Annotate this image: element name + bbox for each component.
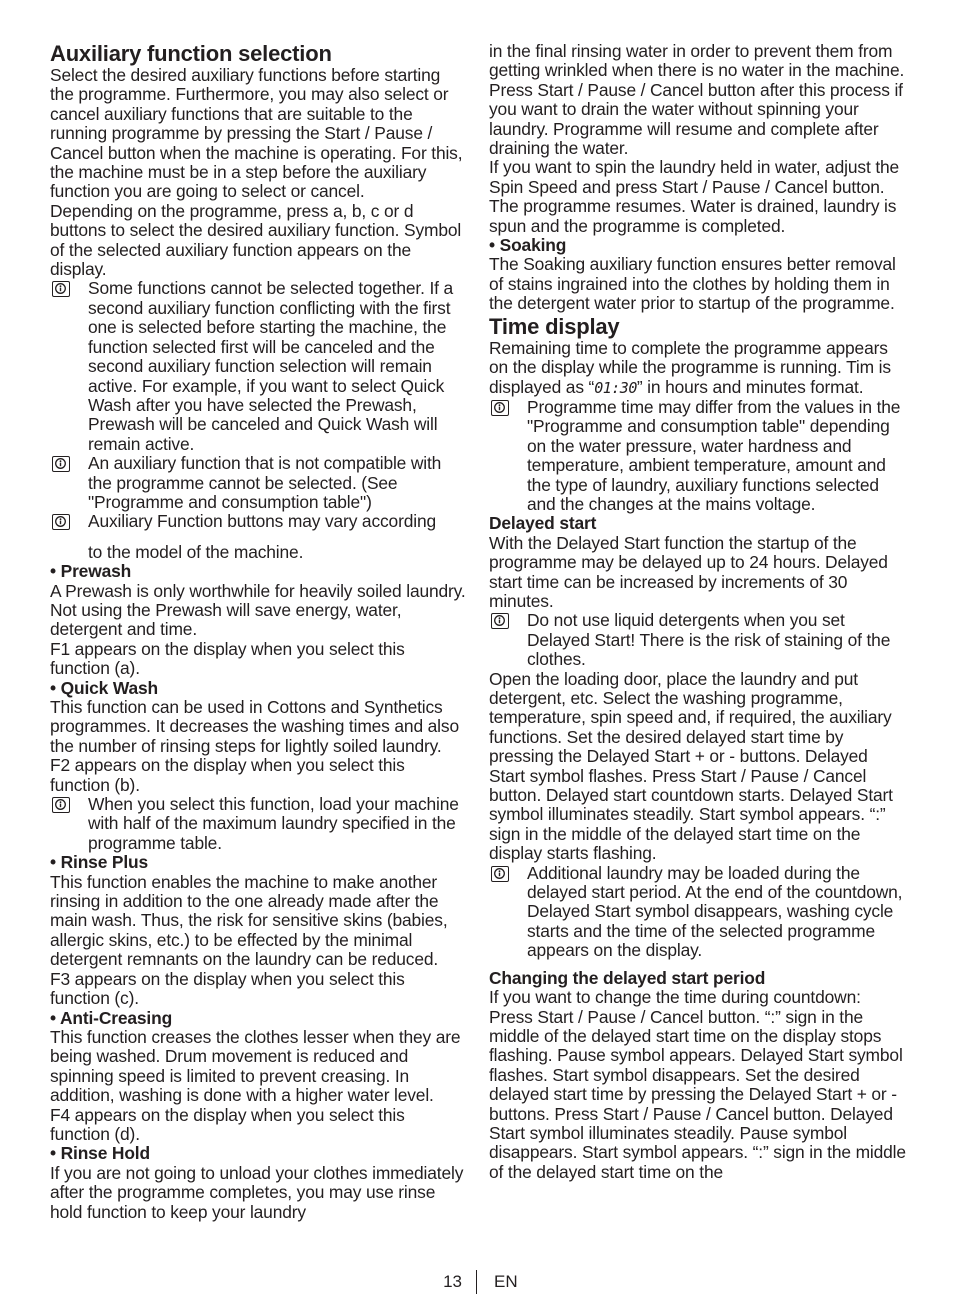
paragraph: Open the loading door, place the laundry and put detergent, etc. Select the washing programme, temperature, spin speed and, if required, the auxiliary functions. Set the desired delayed start time by pressing the Delayed Start + or - buttons. Delayed Start symbol flashes. Press Start / Pause / Cancel button. Delayed start countdown starts. Delayed Start symbol illuminates steadily. Start symbol appears. “:” sign in the middle of the delayed start time on the display starts flashing.	[489, 668, 893, 864]
note-text-continued: to the model of the machine.	[88, 541, 304, 562]
section-title-time-display: Time display	[489, 313, 620, 339]
note-block	[50, 795, 468, 853]
heading-prewash: • Prewash	[50, 561, 132, 582]
note-block	[50, 512, 468, 531]
paragraph: This function enables the machine to make another rinsing in addition to the one already made after the main wash. Thus, the risk for sensitive skins (babies, allergic skins, etc.) to be effected by the minimal detergent remnants on the laundry can be reduced.	[50, 871, 448, 970]
note-text: Programme time may differ from the values in the "Programme and consumption table" depending on the water pressure, water hardness and temperature, ambient temperature, amount and the type of laundry, auxiliary functions selected and the changes at the mains voltage.	[527, 396, 901, 514]
info-icon	[491, 400, 509, 416]
note-block	[50, 454, 468, 512]
paragraph: With the Delayed Start function the startup of the programme may be delayed up to 24 hours. Delayed start time can be increased by increments of 30 minutes.	[489, 532, 888, 611]
left-column	[50, 42, 468, 1222]
paragraph: This function can be used in Cottons and Synthetics programmes. It decreases the washing times and also the number of rinsing steps for lightly soiled laundry.	[50, 697, 459, 756]
paragraph: F4 appears on the display when you select this function (d).	[50, 1104, 405, 1144]
info-icon	[52, 281, 70, 297]
paragraph	[489, 339, 907, 398]
page-number: 13	[443, 1272, 462, 1291]
right-column	[489, 42, 907, 1182]
paragraph: F3 appears on the display when you select this function (c).	[50, 968, 405, 1009]
info-icon	[52, 797, 70, 813]
paragraph: If you want to spin the laundry held in water, adjust the Spin Speed and press Start / Pause / Cancel button.	[489, 157, 900, 197]
footer-divider	[476, 1270, 477, 1294]
heading-delayed-start: Delayed start	[489, 513, 597, 534]
paragraph: F1 appears on the display when you select this function (a).	[50, 638, 405, 679]
language-code: EN	[494, 1272, 518, 1291]
note-block	[50, 279, 468, 454]
text-fragment: ” in hours and minutes format.	[636, 376, 864, 397]
info-icon	[52, 514, 70, 530]
paragraph: A Prewash is only worthwhile for heavily soiled laundry. Not using the Prewash will save energy, water, detergent and time.	[50, 580, 466, 640]
note-text: Do not use liquid detergents when you set Delayed Start! There is the risk of staining of the clothes.	[527, 610, 891, 670]
paragraph: Depending on the programme, press a, b, c or d buttons to select the desired auxiliary function. Symbol of the selected auxiliary function appears on the display.	[50, 200, 462, 280]
heading-quick-wash: • Quick Wash	[50, 677, 159, 698]
info-icon	[491, 613, 509, 629]
heading-soaking: • Soaking	[489, 235, 567, 256]
heading-anti-creasing: • Anti-Creasing	[50, 1007, 173, 1028]
section-title-auxiliary: Auxiliary function selection	[50, 41, 332, 66]
note-text: Auxiliary Function buttons may vary according	[88, 511, 436, 532]
note-text: Some functions cannot be selected together. If a second auxiliary function conflicting with the first one is selected before starting the machine, the function selected first will be canceled and the second auxiliary function selection will remain active. For example, if you want to select Quick Wash after you have selected the Prewash, Prewash will be canceled and Quick Wash will remain active.	[88, 278, 454, 454]
paragraph: If you are not going to unload your clothes immediately after the programme completes, you may use rinse hold function to keep your laundry	[50, 1162, 464, 1222]
paragraph: If you want to change the time during countdown: Press Start / Pause / Cancel button. “:” sign in the middle of the delayed start time on the display stops flashing. Pause symbol appears. Delayed Start symbol flashes. Start symbol disappears. Set the desired delayed start time by pressing the Delayed Start + or - buttons. Press Start / Pause / Cancel button. Delayed Start symbol illuminates steadily. Pause symbol disappears. Start symbol appears. “:” sign in the middle of the delayed start time on the	[489, 987, 906, 1182]
page-footer	[0, 1270, 954, 1294]
heading-rinse-hold: • Rinse Hold	[50, 1143, 150, 1164]
note-block	[489, 398, 907, 514]
note-block	[489, 864, 907, 961]
info-icon	[491, 866, 509, 882]
paragraph: The programme resumes. Water is drained, laundry is spun and the programme is completed.	[489, 196, 897, 236]
lcd-time-example: 01:30	[594, 378, 637, 397]
info-icon	[52, 456, 70, 472]
paragraph: This function creases the clothes lesser when they are being washed. Drum movement is reduced and spinning speed is limited to prevent creasing. In addition, washing is done with a higher water level.	[50, 1026, 461, 1106]
text-fragment: Remaining time to complete the programme appears on the display while the programme is running. Tim is displayed as “	[489, 337, 891, 397]
heading-rinse-plus: • Rinse Plus	[50, 852, 149, 873]
paragraph: F2 appears on the display when you select this function (b).	[50, 755, 405, 795]
heading-changing-delayed-start: Changing the delayed start period	[489, 967, 766, 988]
note-text: Additional laundry may be loaded during the delayed start period. At the end of the countdown, Delayed Start symbol disappears, washing cycle starts and the time of the selected programme appears on the display.	[527, 862, 903, 961]
paragraph: The Soaking auxiliary function ensures better removal of stains ingrained into the clothes by holding them in the detergent water prior to startup of the programme.	[489, 254, 896, 314]
note-block	[489, 611, 907, 669]
note-text: When you select this function, load your machine with half of the maximum laundry specified in the programme table.	[88, 794, 459, 853]
note-text: An auxiliary function that is not compatible with the programme cannot be selected. (See "Programme and consumption table")	[88, 453, 442, 512]
paragraph: in the final rinsing water in order to prevent them from getting wrinkled when there is no water in the machine. Press Start / Pause / Cancel button after this process if you want to drain the water without spinning your laundry. Programme will resume and complete after draining the water.	[489, 41, 905, 159]
paragraph: Select the desired auxiliary functions before starting the programme. Furthermore, you may also select or cancel auxiliary functions that are suitable to the running programme by pressing the Start / Pause / Cancel button when the machine is operating. For this, the machine must be in a step before the auxiliary function you are going to select or cancel.	[50, 65, 463, 202]
